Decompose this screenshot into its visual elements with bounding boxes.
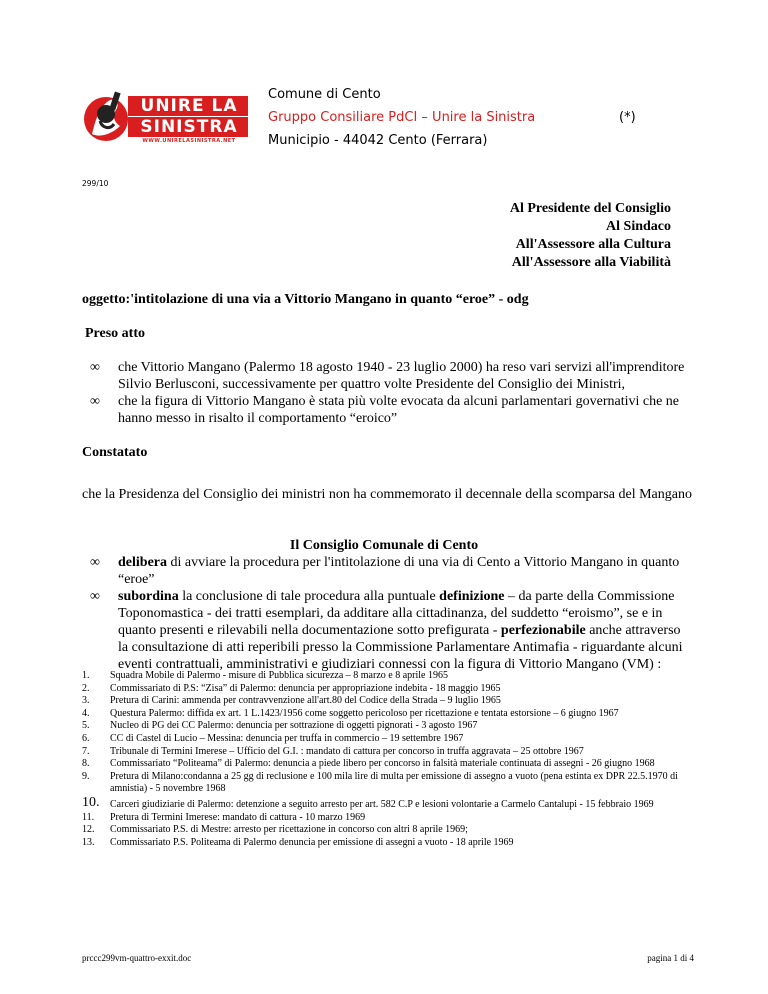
constatato-text: che la Presidenza del Consiglio dei ministri non ha commemorato il decennale della scomparsa del Mangano bbox=[82, 487, 692, 502]
gruppo-consiliare: Gruppo Consiliare PdCI – Unire la Sinistra bbox=[268, 110, 536, 125]
municipio-address: Municipio - 44042 Cento (Ferrara) bbox=[268, 133, 488, 148]
list-item: 3. Pretura di Carini: ammenda per contravvenzione all'art.80 del Codice della Strada – 9 luglio 1965 bbox=[82, 695, 501, 707]
list-item: 9. Pretura di Milano:condanna a 25 gg di reclusione e 100 mila lire di multa per emissione di assegno a vuoto (pena estinta ex DPR 22.5.1970 di amnistia) - 5 novembre 1968 bbox=[82, 770, 678, 795]
constatato-heading: Constatato bbox=[82, 445, 148, 460]
consiglio-heading: Il Consiglio Comunale di Cento bbox=[289, 538, 479, 553]
addressee-assessore-cultura: All'Assessore alla Cultura bbox=[515, 237, 671, 252]
bullet-icon: ∞ bbox=[90, 394, 100, 409]
preso-atto-list bbox=[90, 359, 690, 427]
comune-name: Comune di Cento bbox=[268, 87, 381, 102]
footer-page-number: pagina 1 di 4 bbox=[647, 953, 694, 963]
bullet-icon: ∞ bbox=[90, 360, 100, 375]
addressee-assessore-viabilita: All'Assessore alla Viabilità bbox=[511, 255, 671, 270]
consiglio-list bbox=[90, 554, 690, 673]
addressee-sindaco: Al Sindaco bbox=[606, 219, 671, 234]
records-list bbox=[82, 670, 702, 849]
list-item: ∞ delibera di avviare la procedura per l'intitolazione di una via di Cento a Vittorio Mangano in quanto “eroe” bbox=[90, 555, 680, 587]
bullet-icon: ∞ bbox=[90, 555, 100, 570]
list-item: 8. Commissariato “Politeama” di Palermo: denuncia a piede libero per concorso in falsità materiale continuata di assegni - 26 giugno 1968 bbox=[82, 758, 655, 770]
preso-atto-heading: Preso atto bbox=[85, 326, 145, 341]
list-item: 1. Squadra Mobile di Palermo - misure di Pubblica sicurezza – 8 marzo e 8 aprile 1965 bbox=[82, 670, 448, 681]
list-item: ∞ subordina la conclusione di tale procedura alla puntuale definizione – da parte della Commissione Toponomastica - dei tratti esemplari, da additare alla cittadinanza, del suddetto “eroismo”, se e in quanto presenti e rilevabili nella documentazione sotto prefigurata - perfezionabile anche attraverso la consultazione di atti reperibili presso la Commissione Parlamentare Antimafia - riguardante alcuni eventi contrattuali, amministrativi e giudiziari connessi con la figura di Vittorio Mangano (VM) : bbox=[90, 589, 683, 672]
list-item: 10. Carceri giudiziarie di Palermo: detenzione a seguito arresto per art. 582 C.P e lesioni volontarie a Carmelo Cantalupi - 15 febbraio 1969 bbox=[82, 794, 654, 810]
logo-line2: SINISTRA bbox=[140, 117, 238, 137]
subject-line: oggetto:'intitolazione di una via a Vittorio Mangano in quanto “eroe” - odg bbox=[82, 292, 529, 307]
bullet-icon: ∞ bbox=[90, 589, 100, 604]
list-item: 7. Tribunale di Termini Imerese – Ufficio del G.I. : mandato di cattura per concorso in truffa aggravata – 25 ottobre 1967 bbox=[82, 745, 584, 757]
unire-la-sinistra-logo bbox=[82, 88, 250, 148]
footer-filename: prccc299vm-quattro-exxit.doc bbox=[82, 953, 192, 963]
logo-url: WWW.UNIRELASINISTRA.NET bbox=[142, 138, 236, 144]
addressee-presidente: Al Presidente del Consiglio bbox=[509, 201, 671, 216]
list-item: 11. Pretura di Termini Imerese: mandato di cattura - 10 marzo 1969 bbox=[82, 811, 366, 823]
list-item: 2. Commissariato di P.S: “Zisa” di Palermo: denuncia per appropriazione indebita - 18 maggio 1965 bbox=[82, 682, 501, 694]
list-item: ∞ che la figura di Vittorio Mangano è stata più volte evocata da alcuni parlamentari governativi che ne hanno messo in risalto il comportamento “eroico” bbox=[90, 394, 680, 426]
list-item: ∞ che Vittorio Mangano (Palermo 18 agosto 1940 - 23 luglio 2000) ha reso vari servizi all'imprenditore Silvio Berlusconi, successivamente per quattro volte Presidente del Consiglio dei Ministri, bbox=[90, 360, 685, 392]
asterisk-note: (*) bbox=[619, 110, 636, 125]
list-item: 5. Nucleo di PG dei CC Palermo: denuncia per sottrazione di oggetti pignorati - 3 agosto 1967 bbox=[82, 720, 478, 732]
list-item: 12. Commissariato P.S. di Mestre: arresto per ricettazione in concorso con altri 8 aprile 1969; bbox=[82, 824, 468, 836]
list-item: 13. Commissariato P.S. Politeama di Palermo denuncia per emissione di assegni a vuoto - 18 aprile 1969 bbox=[82, 836, 514, 848]
list-item: 6. CC di Castel di Lucio – Messina: denuncia per truffa in commercio – 19 settembre 1967 bbox=[82, 732, 464, 744]
logo-line1: UNIRE LA bbox=[140, 96, 238, 116]
list-item: 4. Questura Palermo: diffida ex art. 1 L.1423/1956 come soggetto pericoloso per ricettazione e tentata estorsione – 6 giugno 1967 bbox=[82, 707, 619, 719]
protocol-number: 299/10 bbox=[82, 179, 109, 188]
